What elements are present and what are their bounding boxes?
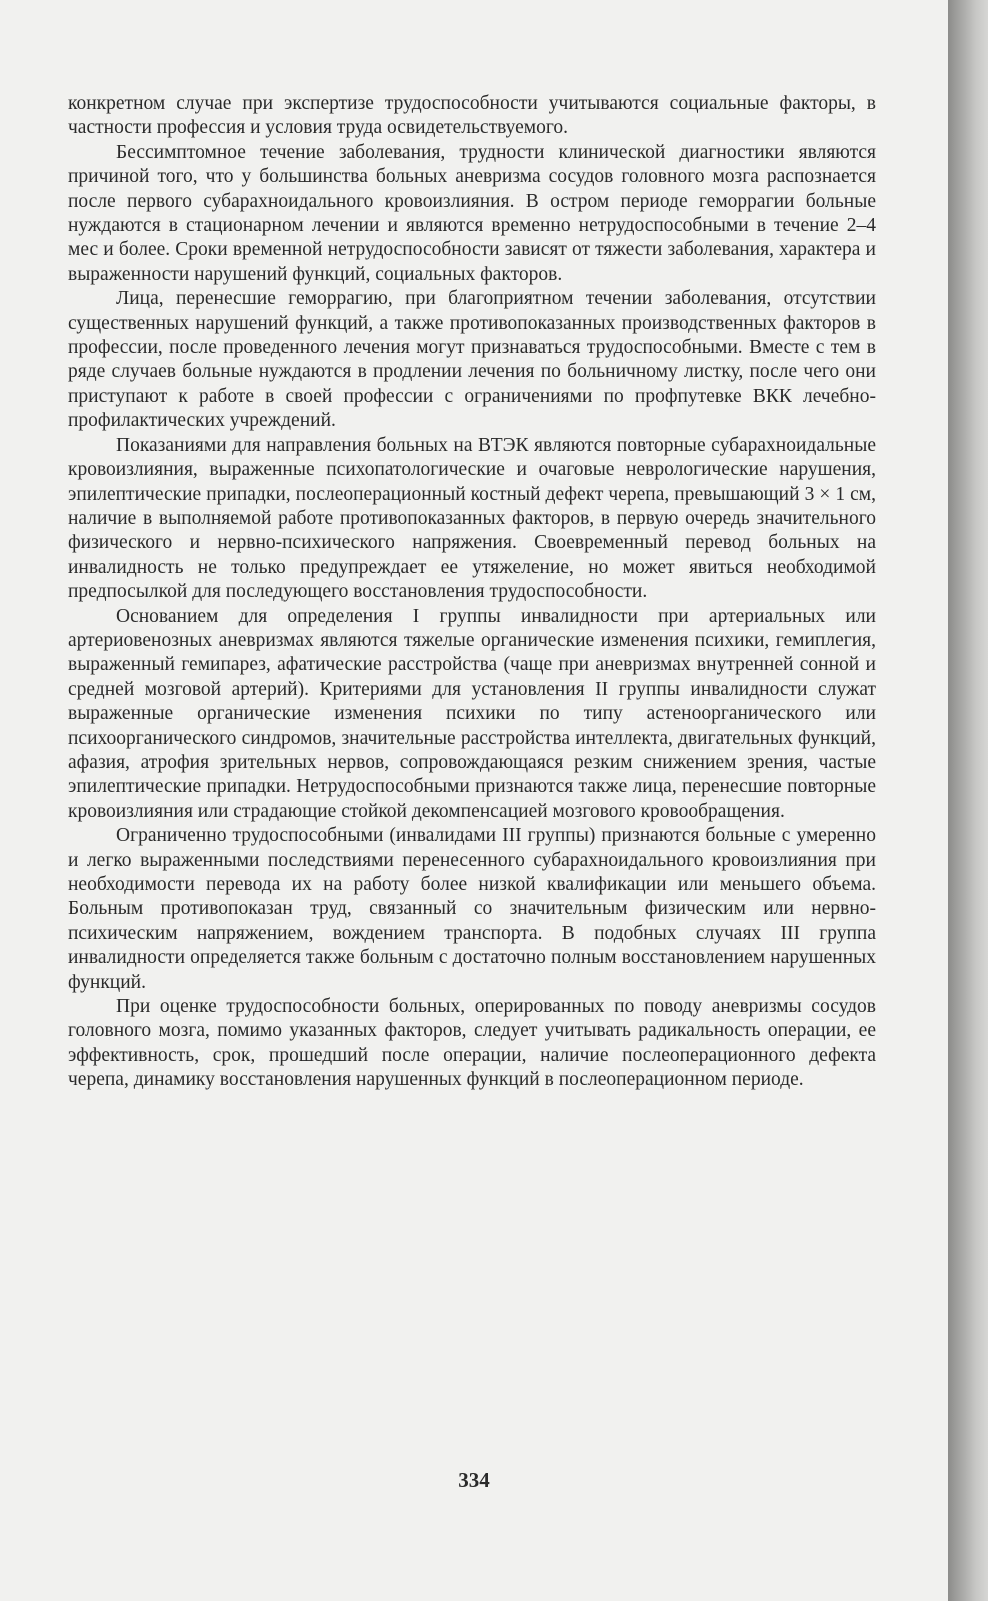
paragraph-7: При оценке трудоспособности больных, оперированных по поводу аневризмы сосудов головного мозга, помимо указанных факторов, следует учитывать радикальность операции, ее эффективность, срок, прошедший после операции, наличие послеоперационного дефекта черепа, динамику восстановления нарушенных функций в послеоперационном периоде. xyxy=(68,996,876,1091)
paragraph-1: конкретном случае при экспертизе трудоспособности учитываются социальные факторы, в частности профессия и условия труда освидетельствуемого. xyxy=(68,93,876,139)
paragraph-4: Показаниями для направления больных на ВТЭК являются повторные субарахноидальные кровоизлияния, выраженные психопатологические и очаговые неврологические нарушения, эпилептические припадки, послеоперационный костный дефект черепа, превышающий 3 × 1 см, наличие в выполняемой работе противопоказанных факторов, в первую очередь значительного физического и нервно-психического напряжения. Своевременный перевод больных на инвалидность не только предупреждает ее утяжеление, но может явиться необходимой предпосылкой для последующего восстановления трудоспособности. xyxy=(68,434,876,603)
page-binding-edge xyxy=(948,0,988,1601)
paragraph-3: Лица, перенесшие геморрагию, при благоприятном течении заболевания, отсутствии существенных нарушений функций, а также противопоказанных производственных факторов в профессии, после проведенного лечения могут признаваться трудоспособными. Вместе с тем в ряде случаев больные нуждаются в продлении лечения по больничному листку, после чего они приступают к работе в своей профессии с ограничениями по профпутевке ВКК лечебно-профилактических учреждений. xyxy=(68,288,876,432)
paragraph-6: Ограниченно трудоспособными (инвалидами III группы) признаются больные с умеренно и легко выраженными последствиями перенесенного субарахноидального кровоизлияния при необходимости перевода их на работу более низкой квалификации или меньшего объема. Больным противопоказан труд, связанный со значительным физическим или нервно-психическим напряжением, вождением транспорта. В подобных случаях III группа инвалидности определяется также больным с достаточно полным восстановлением нарушенных функций. xyxy=(68,825,876,993)
page-number: 334 xyxy=(458,1468,490,1492)
paragraph-5: Основанием для определения I группы инвалидности при артериальных или артериовенозных аневризмах являются тяжелые органические изменения психики, гемиплегия, выраженный гемипарез, афатические расстройства (чаще при аневризмах внутренней сонной и средней мозговой артерий). Критериями для установления II группы инвалидности служат выраженные органические изменения психики по типу астеноорганического или психоорганического синдромов, значительные расстройства интеллекта, двигательных функций, афазия, атрофия зрительных нервов, сопровождающаяся резким снижением зрения, частые эпилептические припадки. Нетрудоспособными признаются также лица, перенесшие повторные кровоизлияния или страдающие стойкой декомпенсацией мозгового кровообращения. xyxy=(68,605,876,822)
paragraph-2: Бессимптомное течение заболевания, трудности клинической диагностики являются причиной того, что у большинства больных аневризма сосудов головного мозга распознается после первого субарахноидального кровоизлияния. В остром периоде геморрагии больные нуждаются в стационарном лечении и являются временно нетрудоспособными в течение 2–4 мес и более. Сроки временной нетрудоспособности зависят от тяжести заболевания, характера и выраженности нарушений функций, социальных факторов. xyxy=(68,141,876,285)
body-text xyxy=(68,92,876,1093)
